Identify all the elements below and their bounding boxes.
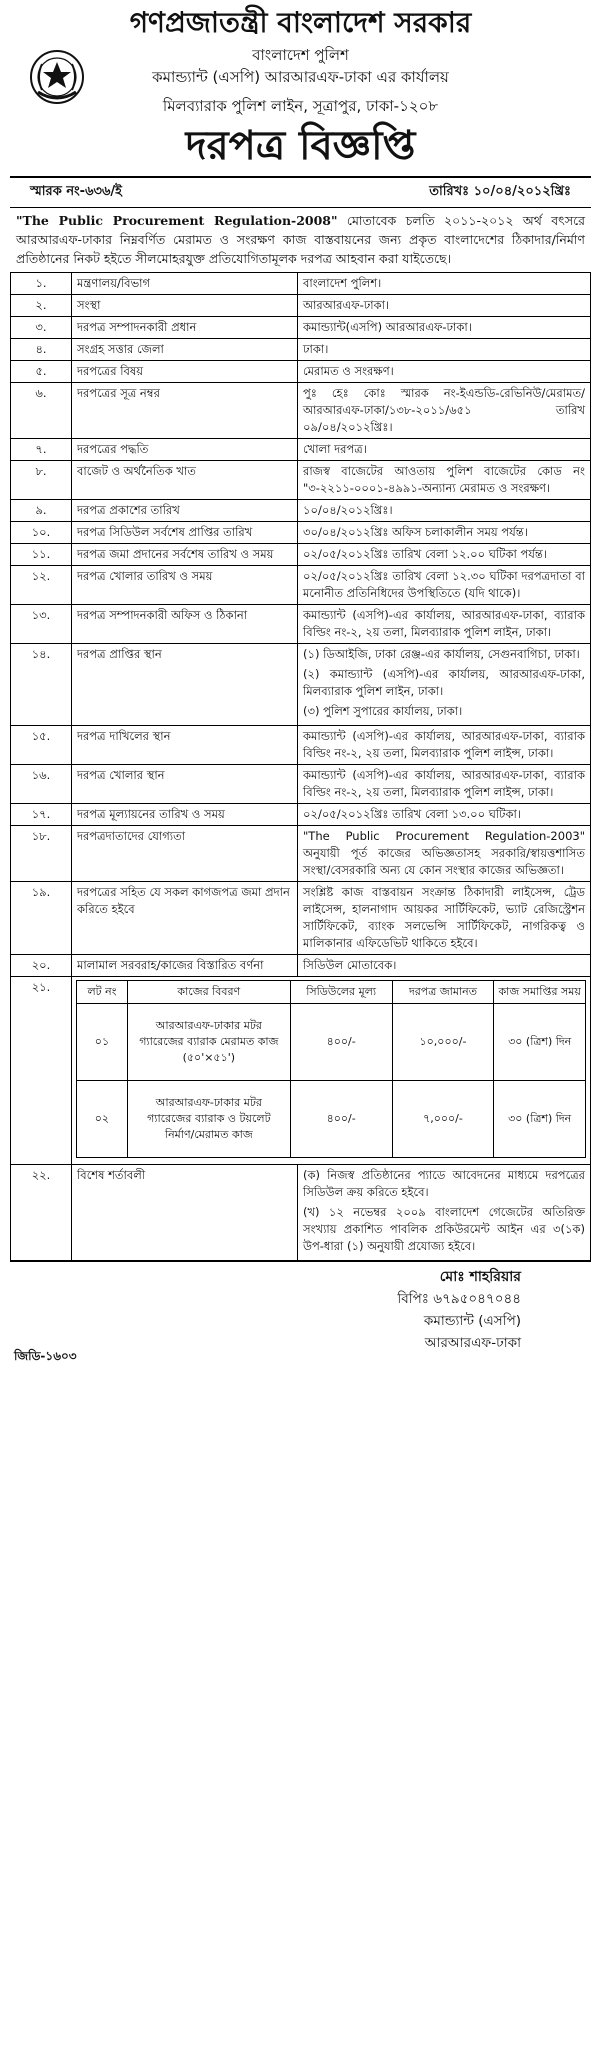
intro-paragraph (10, 208, 591, 272)
row-value: "The Public Procurement Regulation-2003" অনুযায়ী পূর্ত কাজের অভিজ্ঞতাসহ সরকারি/স্বায়ত্তশাসিত সংস্থা/বেসরকারি অন্য যে কোন সংস্থার কাজের অভিজ্ঞতা। (298, 826, 591, 882)
header (10, 6, 591, 172)
row-label: দরপত্র জমা প্রদানের সর্বশেষ তারিখ ও সময় (72, 544, 298, 566)
table-row-lots (11, 977, 591, 1165)
row-number: ১৬. (11, 765, 72, 804)
lot-security: ১০,০০০/- (392, 1004, 494, 1081)
row-value: রাজস্ব বাজেটের আওতায় পুলিশ বাজেটের কোড নং "৩-২২১১-০০০১-৪৯৯১-অন্যান্য মেরামত ও সংরক্ষণ। (298, 461, 591, 500)
row-value: খোলা দরপত্র। (298, 439, 591, 461)
row-value: মেরামত ও সংরক্ষণ। (298, 361, 591, 383)
row-number: ১৪. (11, 644, 72, 726)
row-value: কমান্ড্যান্ট (এসপি)-এর কার্যালয়, আরআরএফ-ঢাকা, ব্যারাক বিল্ডিং নং-২, ২য় তলা, মিলব্যারাক পুলিশ লাইন্স, ঢাকা। (298, 765, 591, 804)
row-number: ১৫. (11, 726, 72, 765)
lots-cell (72, 977, 591, 1165)
row-number: ১৯. (11, 882, 72, 955)
row-value: আরআরএফ-ঢাকা। (298, 295, 591, 317)
signature-block (10, 1266, 591, 1354)
table-row (11, 295, 591, 317)
row-number: ১১. (11, 544, 72, 566)
government-name: গণপ্রজাতন্ত্রী বাংলাদেশ সরকার (129, 6, 472, 39)
police-emblem-icon (28, 48, 86, 106)
row-number: ৬. (11, 383, 72, 439)
row-number: ১৮. (11, 826, 72, 882)
table-row (11, 317, 591, 339)
table-row (11, 605, 591, 644)
table-row (11, 726, 591, 765)
row-number: ১৭. (11, 804, 72, 826)
office-address: মিলব্যারাক পুলিশ লাইন, সূত্রাপুর, ঢাকা-১২০৮ (162, 97, 439, 115)
table-row (11, 461, 591, 500)
row-number: ২. (11, 295, 72, 317)
row-number: ৩. (11, 317, 72, 339)
row-label: দরপত্র প্রাপ্তির স্থান (72, 644, 298, 726)
list-item: (২) কমান্ড্যান্ট (এসপি)-এর কার্যালয়, আরআরএফ-ঢাকা, মিলব্যারাক পুলিশ লাইন, ঢাকা। (303, 667, 585, 698)
row-label: দরপত্রের বিষয় (72, 361, 298, 383)
list-item: (ক) নিজস্ব প্রতিষ্ঠানের প্যাডে আবেদনের মাধ্যমে দরপত্রের সিডিউল ক্রয় করিতে হইবে। (303, 1168, 585, 1199)
memo-number: স্মারক নং-৬৩৬/ই (30, 184, 122, 199)
footer (10, 1261, 591, 1374)
row-label: দরপত্র দাখিলের স্থান (72, 726, 298, 765)
table-row (11, 804, 591, 826)
lots-header-cell: দরপত্র জামানত (392, 981, 494, 1004)
row-label: দরপত্র সম্পাদনকারী প্রধান (72, 317, 298, 339)
row-number: ২২. (11, 1165, 72, 1261)
list-item: (৩) পুলিশ সুপারের কার্যালয়, ঢাকা। (303, 704, 463, 718)
row-label: মালামাল সরবরাহ/কাজের বিস্তারিত বর্ণনা (72, 955, 298, 977)
row-label: দরপত্রের পদ্ধতি (72, 439, 298, 461)
table-row (11, 544, 591, 566)
row-label: দরপত্রের সহিত যে সকল কাগজপত্র জমা প্রদান করিতে হইবে (72, 882, 298, 955)
lot-price: ৪০০/- (290, 1081, 392, 1158)
lot-security: ৭,০০০/- (392, 1081, 494, 1158)
table-row (11, 439, 591, 461)
row-number: ২১. (11, 977, 72, 1165)
police-name: বাংলাদেশ পুলিশ (252, 46, 349, 64)
row-label: দরপত্রের সূত্র নম্বর (72, 383, 298, 439)
tender-table (10, 272, 591, 1261)
row-number: ৪. (11, 339, 72, 361)
signatory-name: মোঃ শাহরিয়ার (439, 1269, 521, 1285)
lot-time: ৩০ (ত্রিশ) দিন (494, 1004, 586, 1081)
row-label: বিশেষ শর্তাবলী (72, 1165, 298, 1261)
signatory-bp: বিপিঃ ৬৭৯৫০৪৭০৪৪ (397, 1291, 521, 1307)
table-row (11, 383, 591, 439)
row-number: ১. (11, 273, 72, 295)
row-label: মন্ত্রণালয়/বিভাগ (72, 273, 298, 295)
row-number: ৫. (11, 361, 72, 383)
table-row (11, 955, 591, 977)
lot-lot: ০২ (77, 1081, 128, 1158)
row-value: সিডিউল মোতাবেক। (298, 955, 591, 977)
row-value: বাংলাদেশ পুলিশ। (298, 273, 591, 295)
table-row (11, 361, 591, 383)
row-value: ঢাকা। (298, 339, 591, 361)
signatory-designation: কমান্ড্যান্ট (এসপি) (423, 1313, 521, 1329)
memo-date: তারিখঃ ১০/০৪/২০১২খ্রিঃ (429, 184, 571, 199)
row-label: বাজেট ও অর্থনৈতিক খাত (72, 461, 298, 500)
lot-lot: ০১ (77, 1004, 128, 1081)
row-label: দরপত্র সিডিউল সর্বশেষ প্রাপ্তির তারিখ (72, 522, 298, 544)
table-row (11, 882, 591, 955)
gd-number: জিডি-১৬০৩ (14, 1349, 77, 1363)
row-number: ৯. (11, 500, 72, 522)
row-label: দরপত্র মূল্যায়নের তারিখ ও সময় (72, 804, 298, 826)
row-value: কমান্ড্যান্ট (এসপি)-এর কার্যালয়, আরআরএফ-ঢাকা, ব্যারাক বিল্ডিং নং-২, ২য় তলা, মিলব্যারাক পুলিশ লাইন্স, ঢাকা। (298, 726, 591, 765)
row-number: ১২. (11, 566, 72, 605)
row-label: সংগ্রহ সত্তার জেলা (72, 339, 298, 361)
row-label: দরপত্র প্রকাশের তারিখ (72, 500, 298, 522)
row-value: ০২/০৫/২০১২খ্রিঃ তারিখ বেলা ১২.০০ ঘটিকা পর্যন্ত। (298, 544, 591, 566)
lots-header-cell: কাজ সমাপ্তির সময় (494, 981, 586, 1004)
row-value (298, 1165, 591, 1261)
row-label: দরপত্র খোলার তারিখ ও সময় (72, 566, 298, 605)
row-label: দরপত্র খোলার স্থান (72, 765, 298, 804)
row-number: ১৩. (11, 605, 72, 644)
tender-notice (10, 0, 591, 1374)
row-label: সংস্থা (72, 295, 298, 317)
lots-header-cell: সিডিউলের মূল্য (290, 981, 392, 1004)
row-number: ৮. (11, 461, 72, 500)
memo-line (10, 176, 591, 208)
table-row-special (11, 1165, 591, 1261)
lot-price: ৪০০/- (290, 1004, 392, 1081)
lot-desc: আরআরএফ-ঢাকার মটর গ্যারেজের ব্যারাক মেরামত কাজ (৫০'×৫১') (127, 1004, 290, 1081)
table-row (11, 522, 591, 544)
table-row (11, 500, 591, 522)
lot-row (77, 1004, 586, 1081)
row-value (298, 644, 591, 726)
page-title: দরপত্র বিজ্ঞপ্তি (185, 123, 416, 169)
row-value: পুঃ হেঃ কোঃ স্মারক নং-ইএন্ডডি-রেভিনিউ/মেরামত/আরআরএফ-ঢাকা/১৩৮-২০১১/৬৫১ তারিখ ০৯/০৪/২০১২খ্রিঃ। (298, 383, 591, 439)
lots-header-row (77, 981, 586, 1004)
lots-table (76, 980, 586, 1158)
table-row (11, 339, 591, 361)
lots-header-cell: কাজের বিবরণ (127, 981, 290, 1004)
row-value: কমান্ড্যান্ট(এসপি) আরআরএফ-ঢাকা। (298, 317, 591, 339)
row-value: ৩০/০৪/২০১২খ্রিঃ অফিস চলাকালীন সময় পর্যন্ত। (298, 522, 591, 544)
signatory-unit: আরআরএফ-ঢাকা (424, 1335, 521, 1351)
table-row (11, 826, 591, 882)
list-item: (১) ডিআইজি, ঢাকা রেঞ্জ-এর কার্যালয়, সেগুনবাগিচা, ঢাকা। (303, 647, 580, 661)
row-value: ০২/০৫/২০১২খ্রিঃ তারিখ বেলা ১৩.০০ ঘটিকা। (298, 804, 591, 826)
table-row (11, 765, 591, 804)
table-row (11, 566, 591, 605)
row-value: ১০/০৪/২০১২খ্রিঃ। (298, 500, 591, 522)
row-label: দরপত্রদাতাদের যোগ্যতা (72, 826, 298, 882)
lot-desc: আরআরএফ-ঢাকার মটর গ্যারেজের ব্যারাক ও টয়লেট নির্মাণ/মেরামত কাজ (127, 1081, 290, 1158)
row-label: দরপত্র সম্পাদনকারী অফিস ও ঠিকানা (72, 605, 298, 644)
lot-row (77, 1081, 586, 1158)
list-item: (খ) ১২ নভেম্বর ২০০৯ বাংলাদেশ গেজেটের অতিরিক্ত সংখ্যায় প্রকাশিত পাবলিক প্রকিউরমেন্ট আইন এর ৩(১ক) উপ-ধারা (১) অনুযায়ী প্রযোজ্য হইবে। (303, 1205, 585, 1253)
row-value: ০২/০৫/২০১২খ্রিঃ তারিখ বেলা ১২.৩০ ঘটিকা দরপত্রদাতা বা মনোনীত প্রতিনিধিদের উপস্থিতিতে (যদি থাকে)। (298, 566, 591, 605)
row-number: ১০. (11, 522, 72, 544)
intro-text: মোতাবেক চলতি ২০১১-২০১২ অর্থ বৎসরে আরআরএফ-ঢাকার নিম্নবর্ণিত মেরামত ও সংরক্ষণ কাজ বাস্তবায়নের জন্য প্রকৃত বাংলাদেশের ঠিকাদার/নির্মাণ প্রতিষ্ঠানের নিকট হইতে সীলমোহরযুক্ত প্রতিযোগিতামূলক দরপত্র আহবান করা যাইতেছে। (16, 213, 585, 266)
row-number: ৭. (11, 439, 72, 461)
lot-time: ৩০ (ত্রিশ) দিন (494, 1081, 586, 1158)
table-row (11, 644, 591, 726)
row-value: কমান্ড্যান্ট (এসপি)-এর কার্যালয়, আরআরএফ-ঢাকা, ব্যারাক বিল্ডিং নং-২, ২য় তলা, মিলব্যারাক পুলিশ লাইন, ঢাকা। (298, 605, 591, 644)
table-row (11, 273, 591, 295)
row-value: সংশ্লিষ্ট কাজ বাস্তবায়ন সংক্রান্ত ঠিকাদারী লাইসেন্স, ট্রেড লাইসেন্স, হালনাগাদ আয়কর সার্টিফিকেট, ভ্যাট রেজিস্ট্রেশন সার্টিফিকেট, ব্যাংক সলভেন্সি সার্টিফিকেট, নাগরিকত্ব ও মালিকানার এফিডেভিট থাকিতে হইবে। (298, 882, 591, 955)
row-number: ২০. (11, 955, 72, 977)
regulation-name: "The Public Procurement Regulation-2008" (16, 213, 338, 228)
lots-header-cell: লট নং (77, 981, 128, 1004)
office-name: কমান্ড্যান্ট (এসপি) আরআরএফ-ঢাকা এর কার্যালয় (152, 68, 449, 86)
